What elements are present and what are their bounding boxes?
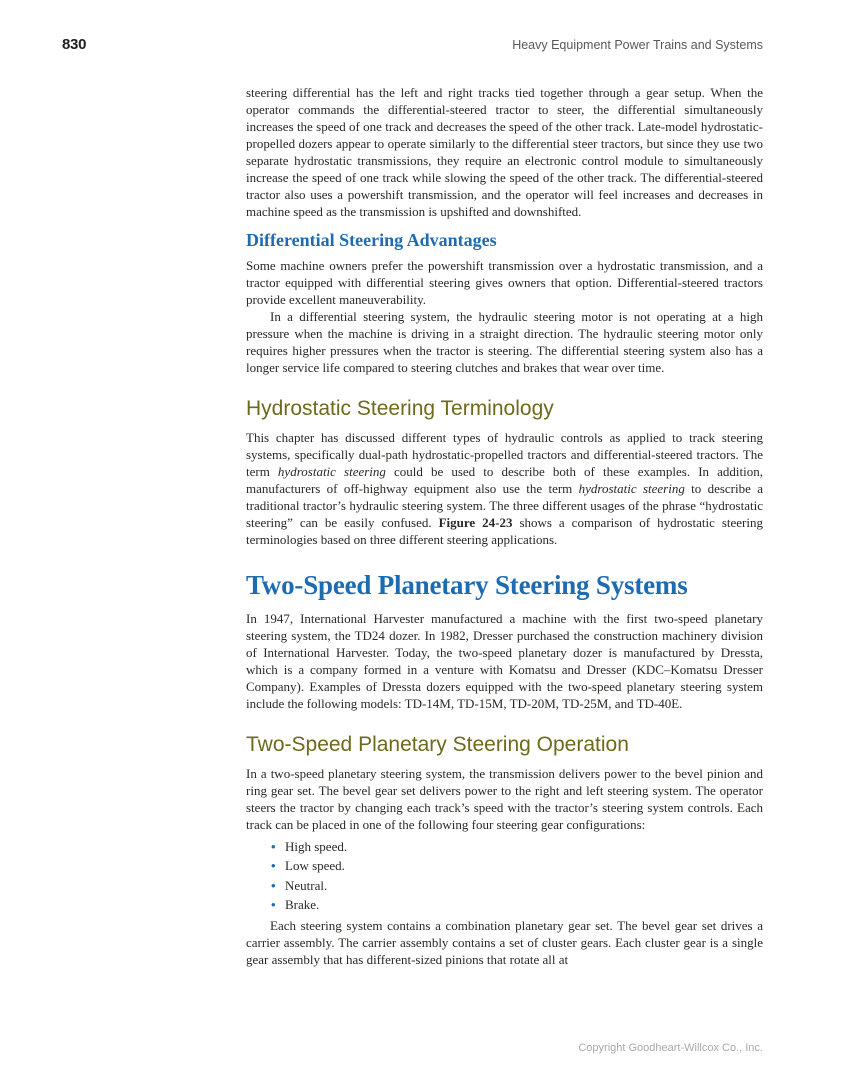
body-paragraph: In 1947, International Harvester manufactured a machine with the first two-speed planetary steering system, the TD24 dozer. In 1982, Dresser purchased the construction machinery division of International Harvester. Today, the two-speed planetary dozer is manufactured by Dressta, which is a company formed in a venture with Komatsu and Dresser (KDC–Komatsu Dresser Company). Examples of Dressta dozers equipped with the two-speed planetary steering system include the following models: TD-14M, TD-15M, TD-20M, TD-25M, and TD-40E. bbox=[246, 610, 763, 711]
body-paragraph: steering differential has the left and right tracks tied together through a gear setup. When the operator commands the differential-steered tractor to steer, the differential simultaneously increases the speed of one track and decreases the speed of the other track. Late-model hydrostatic-propelled dozers appear to operate similarly to the differential steer tractors, but since they use two separate hydrostatic transmissions, they require an electronic control module to simultaneously increase the speed of one track while slowing the speed of the other track. The differential-steered tractor also uses a powershift transmission, and the operator will feel increases and decreases in machine speed as the transmission is upshifted and downshifted. bbox=[246, 85, 763, 219]
copyright-notice: Copyright Goodheart-Willcox Co., Inc. bbox=[578, 1042, 763, 1054]
list-item: • Brake. bbox=[285, 895, 763, 915]
major-section-heading: Two-Speed Planetary Steering Systems bbox=[246, 569, 688, 600]
list-item: • Neutral. bbox=[285, 876, 763, 896]
list-item: • Low speed. bbox=[285, 856, 763, 876]
body-paragraph: Some machine owners prefer the powershift transmission over a hydrostatic transmission, and a tractor equipped with differential steering gives owners that option. Differential-steered tractors provide excellent maneuverability. bbox=[246, 257, 763, 307]
body-paragraph: In a two-speed planetary steering system, the transmission delivers power to the bevel pinion and ring gear set. The bevel gear set delivers power to the right and left steering system. The operator steers the tractor by changing each track’s speed with the tractor’s steering system controls. Each track can be placed in one of the following four steering gear configurations: bbox=[246, 765, 763, 832]
list-item: • High speed. bbox=[285, 837, 763, 857]
page-number: 830 bbox=[62, 36, 87, 53]
section-heading: Two-Speed Planetary Steering Operation bbox=[246, 732, 629, 756]
body-paragraph: This chapter has discussed different types of hydraulic controls as applied to track steering systems, specifically dual-path hydrostatic-propelled tractors and differential-steered tractors. The term hydrostatic steering could be used to describe both of these examples. In addition, manufacturers of off-highway equipment also use the term hydrostatic steering to describe a traditional tractor’s hydraulic steering system. The three different usages of the phrase “hydrostatic steering” can be easily confused. Figure 24-23 shows a comparison of hydrostatic steering terminologies based on three different steering applications. bbox=[246, 429, 763, 547]
running-header bbox=[62, 36, 763, 53]
subsection-heading: Differential Steering Advantages bbox=[246, 230, 497, 250]
page-body-column bbox=[246, 84, 763, 968]
body-paragraph: In a differential steering system, the hydraulic steering motor is not operating at a high pressure when the machine is driving in a straight direction. The hydraulic steering motor only requires higher pressures when the tractor is steering. The differential steering system also has a longer service life compared to steering clutches and brakes that wear over time. bbox=[246, 308, 763, 375]
section-heading: Hydrostatic Steering Terminology bbox=[246, 396, 554, 420]
bullet-list bbox=[246, 837, 763, 915]
running-head-title: Heavy Equipment Power Trains and Systems bbox=[512, 38, 763, 52]
body-paragraph: Each steering system contains a combination planetary gear set. The bevel gear set drives a carrier assembly. The carrier assembly contains a set of cluster gears. Each cluster gear is a single gear assembly that has different-sized pinions that rotate all at bbox=[246, 917, 763, 967]
